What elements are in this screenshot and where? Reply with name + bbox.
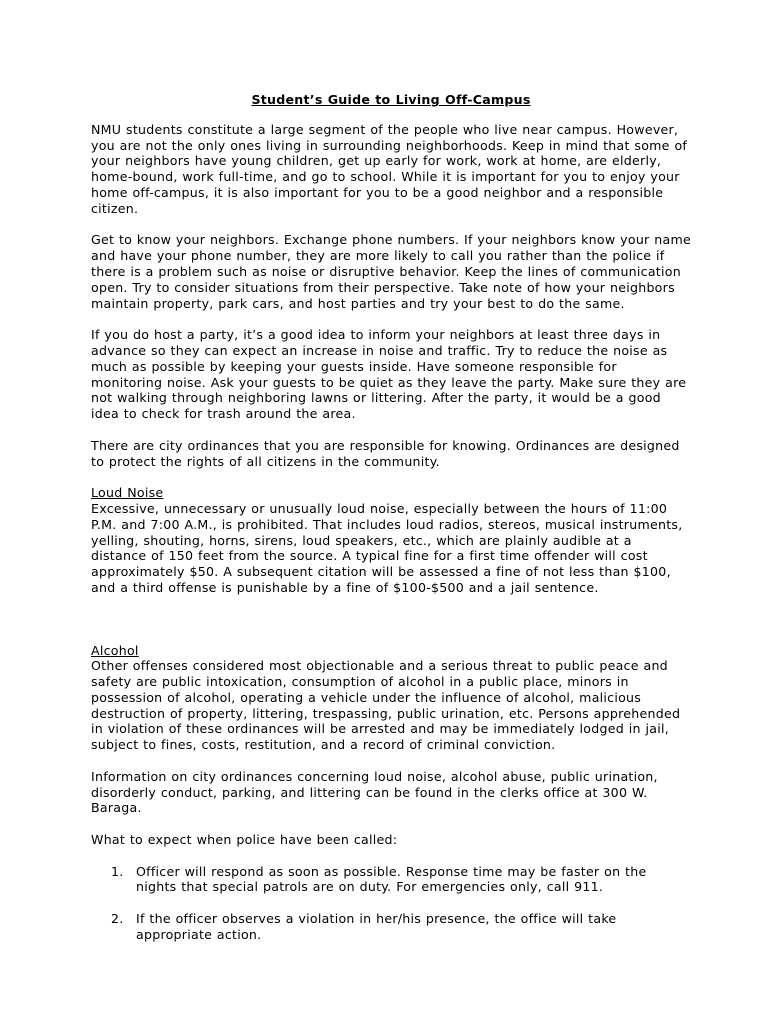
ordinances-paragraph: There are city ordinances that you are responsible for knowing. Ordinances are designed to protect the rights of all citizens in the community. — [91, 437, 680, 469]
alcohol-heading: Alcohol — [91, 642, 139, 658]
document-title: Student’s Guide to Living Off-Campus — [251, 92, 531, 107]
police-steps-list — [91, 864, 691, 943]
loud-noise-heading: Loud Noise — [91, 485, 164, 501]
list-item-text: Officer will respond as soon as possible. Response time may be faster on the nights that special patrols are on duty. For emergencies only, call 911. — [136, 863, 647, 895]
document-page — [91, 92, 691, 958]
info-paragraph: Information on city ordinances concerning loud noise, alcohol abuse, public urination, disorderly conduct, parking, and littering can be found in the clerks office at 300 W. Baraga. — [91, 768, 658, 816]
list-item-number: 1. — [111, 863, 124, 879]
alcohol-body: Other offenses considered most objectionable and a serious threat to public peace and safety are public intoxication, consumption of alcohol in a public place, minors in possession of alcohol, operating a vehicle under the influence of alcohol, malicious destruction of property, littering, trespassing, public urination, etc. Persons apprehended in violation of these ordinances will be arrested and may be immediately lodged in jail, subject to fines, costs, restitution, and a record of criminal conviction. — [91, 658, 681, 753]
list-item — [91, 911, 691, 943]
list-item — [91, 864, 691, 896]
police-intro: What to expect when police have been called: — [91, 832, 398, 848]
loud-noise-section — [91, 485, 691, 596]
spacer — [91, 612, 691, 643]
alcohol-section — [91, 643, 691, 754]
loud-noise-body: Excessive, unnecessary or unusually loud noise, especially between the hours of 11:00 P.M. and 7:00 A.M., is prohibited. That includes loud radios, stereos, musical instruments, yelling, shouting, horns, sirens, loud speakers, etc., which are plainly audible at a distance of 150 feet from the source. A typical fine for a first time offender will cost approximately $50. A subsequent citation will be assessed a fine of not less than $100, and a third offense is punishable by a fine of $100-$500 and a jail sentence. — [91, 500, 683, 595]
intro-paragraph: NMU students constitute a large segment of the people who live near campus. However, you are not the only ones living in surrounding neighborhoods. Keep in mind that some of your neighbors have young children, get up early for work, work at home, are elderly, home-bound, work full-time, and go to school. While it is important for you to enjoy your home off-campus, it is also important for you to be a good neighbor and a responsible citizen. — [91, 121, 688, 216]
list-item-text: If the officer observes a violation in her/his presence, the office will take appropriate action. — [136, 911, 617, 942]
party-paragraph: If you do host a party, it’s a good idea to inform your neighbors at least three days in advance so they can expect an increase in noise and traffic. Try to reduce the noise as much as possible by keeping your guests inside. Have someone responsible for monitoring noise. Ask your guests to be quiet as they leave the party. Make sure they are not walking through neighboring lawns or littering. After the party, it would be a good idea to check for trash around the area. — [91, 327, 687, 422]
list-item-number: 2. — [111, 911, 124, 927]
neighbors-paragraph: Get to know your neighbors. Exchange phone numbers. If your neighbors know your name and have your phone number, they are more likely to call you rather than the police if there is a problem such as noise or disruptive behavior. Keep the lines of communication open. Try to consider situations from their perspective. Take note of how your neighbors maintain property, park cars, and host parties and try your best to do the same. — [91, 232, 691, 311]
